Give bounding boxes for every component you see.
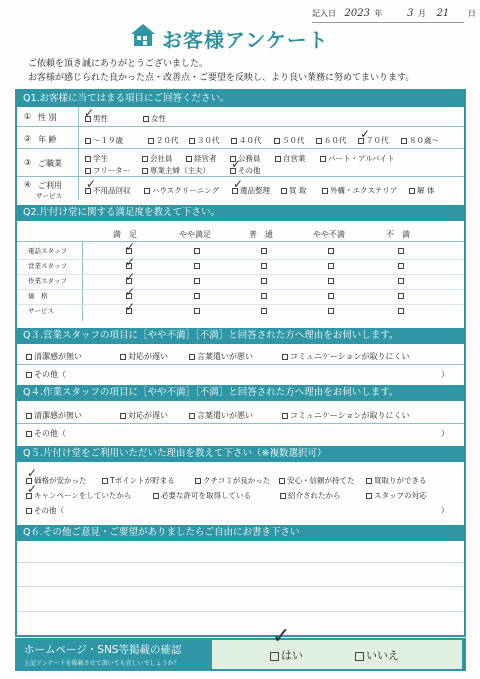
q2-rating-checkbox[interactable] bbox=[328, 263, 334, 269]
q6-heading: Q６.その他ご意見・ご要望がありましたらご自由にお書き下さい bbox=[17, 525, 464, 541]
consent-no[interactable]: いいえ bbox=[355, 647, 399, 663]
q2-row-label: 営業スタッフ bbox=[28, 262, 67, 270]
q2-row-separator bbox=[17, 289, 464, 290]
q3-separator bbox=[17, 364, 464, 365]
q2-rating-checkbox[interactable] bbox=[194, 263, 200, 269]
q5-option-trust[interactable]: 安心・信頼が持てた bbox=[279, 475, 355, 486]
q3-option-communication[interactable]: コミュニケーションが取りにくい bbox=[282, 351, 410, 362]
checkmark-male: ✓ bbox=[84, 106, 95, 120]
q2-rating-checkbox[interactable] bbox=[194, 278, 200, 284]
consent-subtitle: 上記アンケートを掲載させて頂いても宜しいでしょうか？ bbox=[24, 660, 180, 667]
checkbox[interactable] bbox=[270, 652, 279, 661]
q2-rating-checkbox[interactable] bbox=[328, 293, 334, 299]
q1-row-separator bbox=[17, 126, 464, 127]
q1-row-job-label: ご職業 bbox=[38, 159, 62, 168]
q2-rating-checkbox[interactable] bbox=[261, 263, 267, 269]
q2-rating-checkbox[interactable] bbox=[328, 278, 334, 284]
option-executive[interactable]: 経営者 bbox=[186, 153, 217, 164]
q5-option-cheap[interactable]: 価格が安かった bbox=[26, 475, 87, 486]
q3-option-unclean[interactable]: 清潔感が無い bbox=[26, 351, 82, 362]
q1-row-job-num: ③ bbox=[24, 158, 32, 167]
q2-rating-checkbox[interactable] bbox=[261, 308, 267, 314]
q1-row-gender-label: 性 別 bbox=[38, 113, 57, 122]
checkbox[interactable] bbox=[143, 116, 149, 122]
option-female[interactable]: 女性 bbox=[143, 113, 166, 124]
option-estate-cleanup[interactable]: 遺品整理 bbox=[232, 185, 270, 196]
q5-option-other[interactable]: その他（ bbox=[26, 505, 64, 516]
q2-rating-checkbox[interactable] bbox=[261, 248, 267, 254]
q4-option-rude[interactable]: 言葉遣いが悪い bbox=[189, 410, 253, 421]
q2-col-neutral: 普 通 bbox=[249, 230, 273, 239]
consent-title: ホームページ・SNS等掲載の確認 bbox=[24, 644, 182, 656]
q5-heading: Q５.片付け堂をご利用いただいた理由を教えて下さい（※複数選択可） bbox=[17, 446, 464, 462]
checkmark-q2-satisfied: ✓ bbox=[125, 270, 136, 284]
date-month-label: 月 bbox=[418, 9, 427, 18]
option-student[interactable]: 学生 bbox=[85, 153, 108, 164]
q4-option-other[interactable]: その他（ bbox=[26, 428, 66, 439]
checkmark-q2-satisfied: ✓ bbox=[125, 255, 136, 269]
option-buyback[interactable]: 買 取 bbox=[281, 185, 306, 196]
checkmark-age-70s: ✓ bbox=[360, 127, 371, 141]
q4-option-unclean[interactable]: 清潔感が無い bbox=[26, 410, 82, 421]
option-job-other[interactable]: その他 bbox=[230, 165, 261, 176]
q2-row-label: 作業スタッフ bbox=[28, 277, 67, 285]
q2-rating-checkbox[interactable] bbox=[398, 248, 404, 254]
date-row bbox=[312, 8, 476, 19]
option-part-time[interactable]: パート・アルバイト bbox=[320, 153, 395, 164]
option-freeter[interactable]: フリーター bbox=[85, 165, 130, 176]
checkbox[interactable] bbox=[355, 652, 364, 661]
q1-row-age-label: 年 齢 bbox=[38, 135, 57, 144]
q5-option-license[interactable]: 必要な許可を取得している bbox=[153, 490, 251, 501]
q5-option-campaign[interactable]: キャンペーンをしていたから bbox=[26, 490, 131, 501]
q1-row-gender-num: ① bbox=[24, 112, 32, 121]
q2-col-very-satisfied: 満 足 bbox=[113, 230, 137, 239]
q1-heading: Q1.お客様に当てはまる項目にご回答ください。 bbox=[17, 91, 464, 107]
greeting-line-2: お客様が感じられた良かった点・改善点・ご要望を反映し、より良い業務に努めてまいります。 bbox=[28, 73, 415, 83]
q3-option-rude[interactable]: 言葉遣いが悪い bbox=[189, 351, 253, 362]
q3-heading: Q３.営業スタッフの項目に［やや不満］［不満］と回答された方へ理由をお伺いします。 bbox=[17, 328, 464, 344]
q5-option-staff[interactable]: スタッフの対応 bbox=[366, 490, 427, 501]
q6-writing-line bbox=[17, 586, 464, 587]
checkmark-q2-satisfied: ✓ bbox=[125, 285, 136, 299]
q5-option-referral[interactable]: 紹介されたから bbox=[280, 490, 341, 501]
greeting-line-1: ご依頼を頂き誠にありがとうございました。 bbox=[28, 59, 209, 69]
q2-rating-checkbox[interactable] bbox=[261, 278, 267, 284]
q5-option-reviews[interactable]: クチコミが良かった bbox=[195, 475, 270, 486]
q5-other-close: ） bbox=[441, 506, 449, 515]
q5-option-buyback[interactable]: 買取りができる bbox=[366, 475, 427, 486]
checkmark-q5-campaign: ✓ bbox=[27, 482, 38, 496]
date-underline bbox=[312, 22, 464, 23]
checkmark-consent-yes: ✓ bbox=[272, 624, 291, 649]
option-age-50s[interactable]: ５０代 bbox=[274, 135, 305, 146]
q1-divider bbox=[78, 107, 79, 200]
option-age-40s[interactable]: ４０代 bbox=[231, 135, 262, 146]
q2-header-separator bbox=[17, 241, 464, 242]
checkmark-job-other: ✓ bbox=[231, 157, 242, 171]
date-month[interactable]: 3 bbox=[407, 8, 414, 19]
q2-row-separator bbox=[17, 259, 464, 260]
q2-col-satisfied: やや満足 bbox=[179, 230, 211, 239]
option-age-30s[interactable]: ３０代 bbox=[189, 135, 220, 146]
q2-col-dissatisfied: やや不満 bbox=[313, 230, 345, 239]
q1-row-service-label: ご利用 bbox=[38, 181, 62, 190]
checkmark-q2-satisfied: ✓ bbox=[125, 300, 136, 314]
q2-rating-checkbox[interactable] bbox=[328, 308, 334, 314]
checkmark-junk-removal: ✓ bbox=[86, 177, 97, 191]
q5-option-tpoint[interactable]: Tポイントが貯まる bbox=[102, 475, 175, 486]
q2-rating-checkbox[interactable] bbox=[261, 293, 267, 299]
q2-rating-checkbox[interactable] bbox=[398, 308, 404, 314]
house-icon bbox=[130, 22, 156, 52]
q2-row-label: サービス bbox=[28, 307, 54, 315]
option-demolition[interactable]: 解 体 bbox=[409, 185, 434, 196]
q2-divider bbox=[82, 241, 83, 321]
q2-heading: Q2.片付け堂に関する満足度を教えて下さい。 bbox=[17, 205, 464, 221]
option-junk-removal[interactable]: 不用品回収 bbox=[85, 185, 131, 196]
q1-row-service-num: ④ bbox=[24, 180, 32, 189]
q2-rating-checkbox[interactable] bbox=[328, 248, 334, 254]
q6-writing-line bbox=[17, 562, 464, 563]
checkmark-q5-cheap: ✓ bbox=[27, 466, 38, 480]
date-day[interactable]: 21 bbox=[436, 8, 450, 19]
q3-option-other[interactable]: その他（ bbox=[26, 369, 66, 380]
q2-row-label: 電話スタッフ bbox=[28, 247, 67, 255]
option-civil-servant[interactable]: 公務員 bbox=[230, 153, 261, 164]
date-year[interactable]: 2023 bbox=[344, 8, 370, 19]
checkmark-estate-cleanup: ✓ bbox=[233, 177, 244, 191]
option-age-80plus[interactable]: ８０歳～ bbox=[401, 135, 439, 146]
q4-option-communication[interactable]: コミュニケーションが取りにくい bbox=[282, 410, 410, 421]
q2-rating-checkbox[interactable] bbox=[398, 278, 404, 284]
q2-row-separator bbox=[17, 304, 464, 305]
q2-row-label: 価 格 bbox=[28, 292, 48, 300]
q4-other-close: ） bbox=[441, 429, 449, 438]
q2-rating-checkbox[interactable] bbox=[194, 248, 200, 254]
date-label: 記入日 bbox=[312, 9, 336, 18]
q4-separator bbox=[17, 423, 464, 424]
q2-col-very-dissatisfied: 不 満 bbox=[386, 230, 410, 239]
q1-row-age-num: ② bbox=[24, 134, 32, 143]
option-age-70s[interactable]: ７０代 bbox=[358, 135, 389, 146]
q3-option-slow[interactable]: 対応が遅い bbox=[120, 351, 168, 362]
page-title: お客様アンケート bbox=[162, 28, 329, 52]
q2-rating-checkbox[interactable] bbox=[398, 263, 404, 269]
q4-heading: Q４.作業スタッフの項目に［やや不満］［不満］と回答された方へ理由をお伺いします。 bbox=[17, 385, 464, 401]
option-age-60s[interactable]: ６０代 bbox=[316, 135, 347, 146]
option-male[interactable]: 男性 bbox=[85, 113, 108, 124]
checkmark-q2-satisfied: ✓ bbox=[125, 240, 136, 254]
q1-row-separator bbox=[17, 148, 464, 149]
option-self-employed[interactable]: 自営業 bbox=[275, 153, 306, 164]
option-exterior[interactable]: 外構・エクステリア bbox=[322, 185, 397, 196]
q6-writing-line bbox=[17, 611, 464, 612]
option-homemaker[interactable]: 専業主婦（主夫） bbox=[142, 165, 210, 176]
date-day-label: 日 bbox=[467, 9, 476, 18]
q2-rating-checkbox[interactable] bbox=[194, 308, 200, 314]
q3-other-close: ） bbox=[441, 370, 449, 379]
consent-answer-area bbox=[212, 640, 462, 669]
q4-option-slow[interactable]: 対応が遅い bbox=[120, 410, 168, 421]
option-house-cleaning[interactable]: ハウスクリーニング bbox=[144, 185, 219, 196]
option-age-20s[interactable]: ２０代 bbox=[148, 135, 179, 146]
consent-yes[interactable]: はい bbox=[270, 647, 303, 663]
option-age-under19[interactable]: ～１９歳 bbox=[85, 135, 123, 146]
date-year-label: 年 bbox=[374, 9, 383, 18]
q2-row-separator bbox=[17, 274, 464, 275]
q2-rating-checkbox[interactable] bbox=[194, 293, 200, 299]
q2-rating-checkbox[interactable] bbox=[398, 293, 404, 299]
option-employee[interactable]: 会社員 bbox=[142, 153, 173, 164]
q1-row-service-sub: サービス bbox=[36, 192, 62, 200]
